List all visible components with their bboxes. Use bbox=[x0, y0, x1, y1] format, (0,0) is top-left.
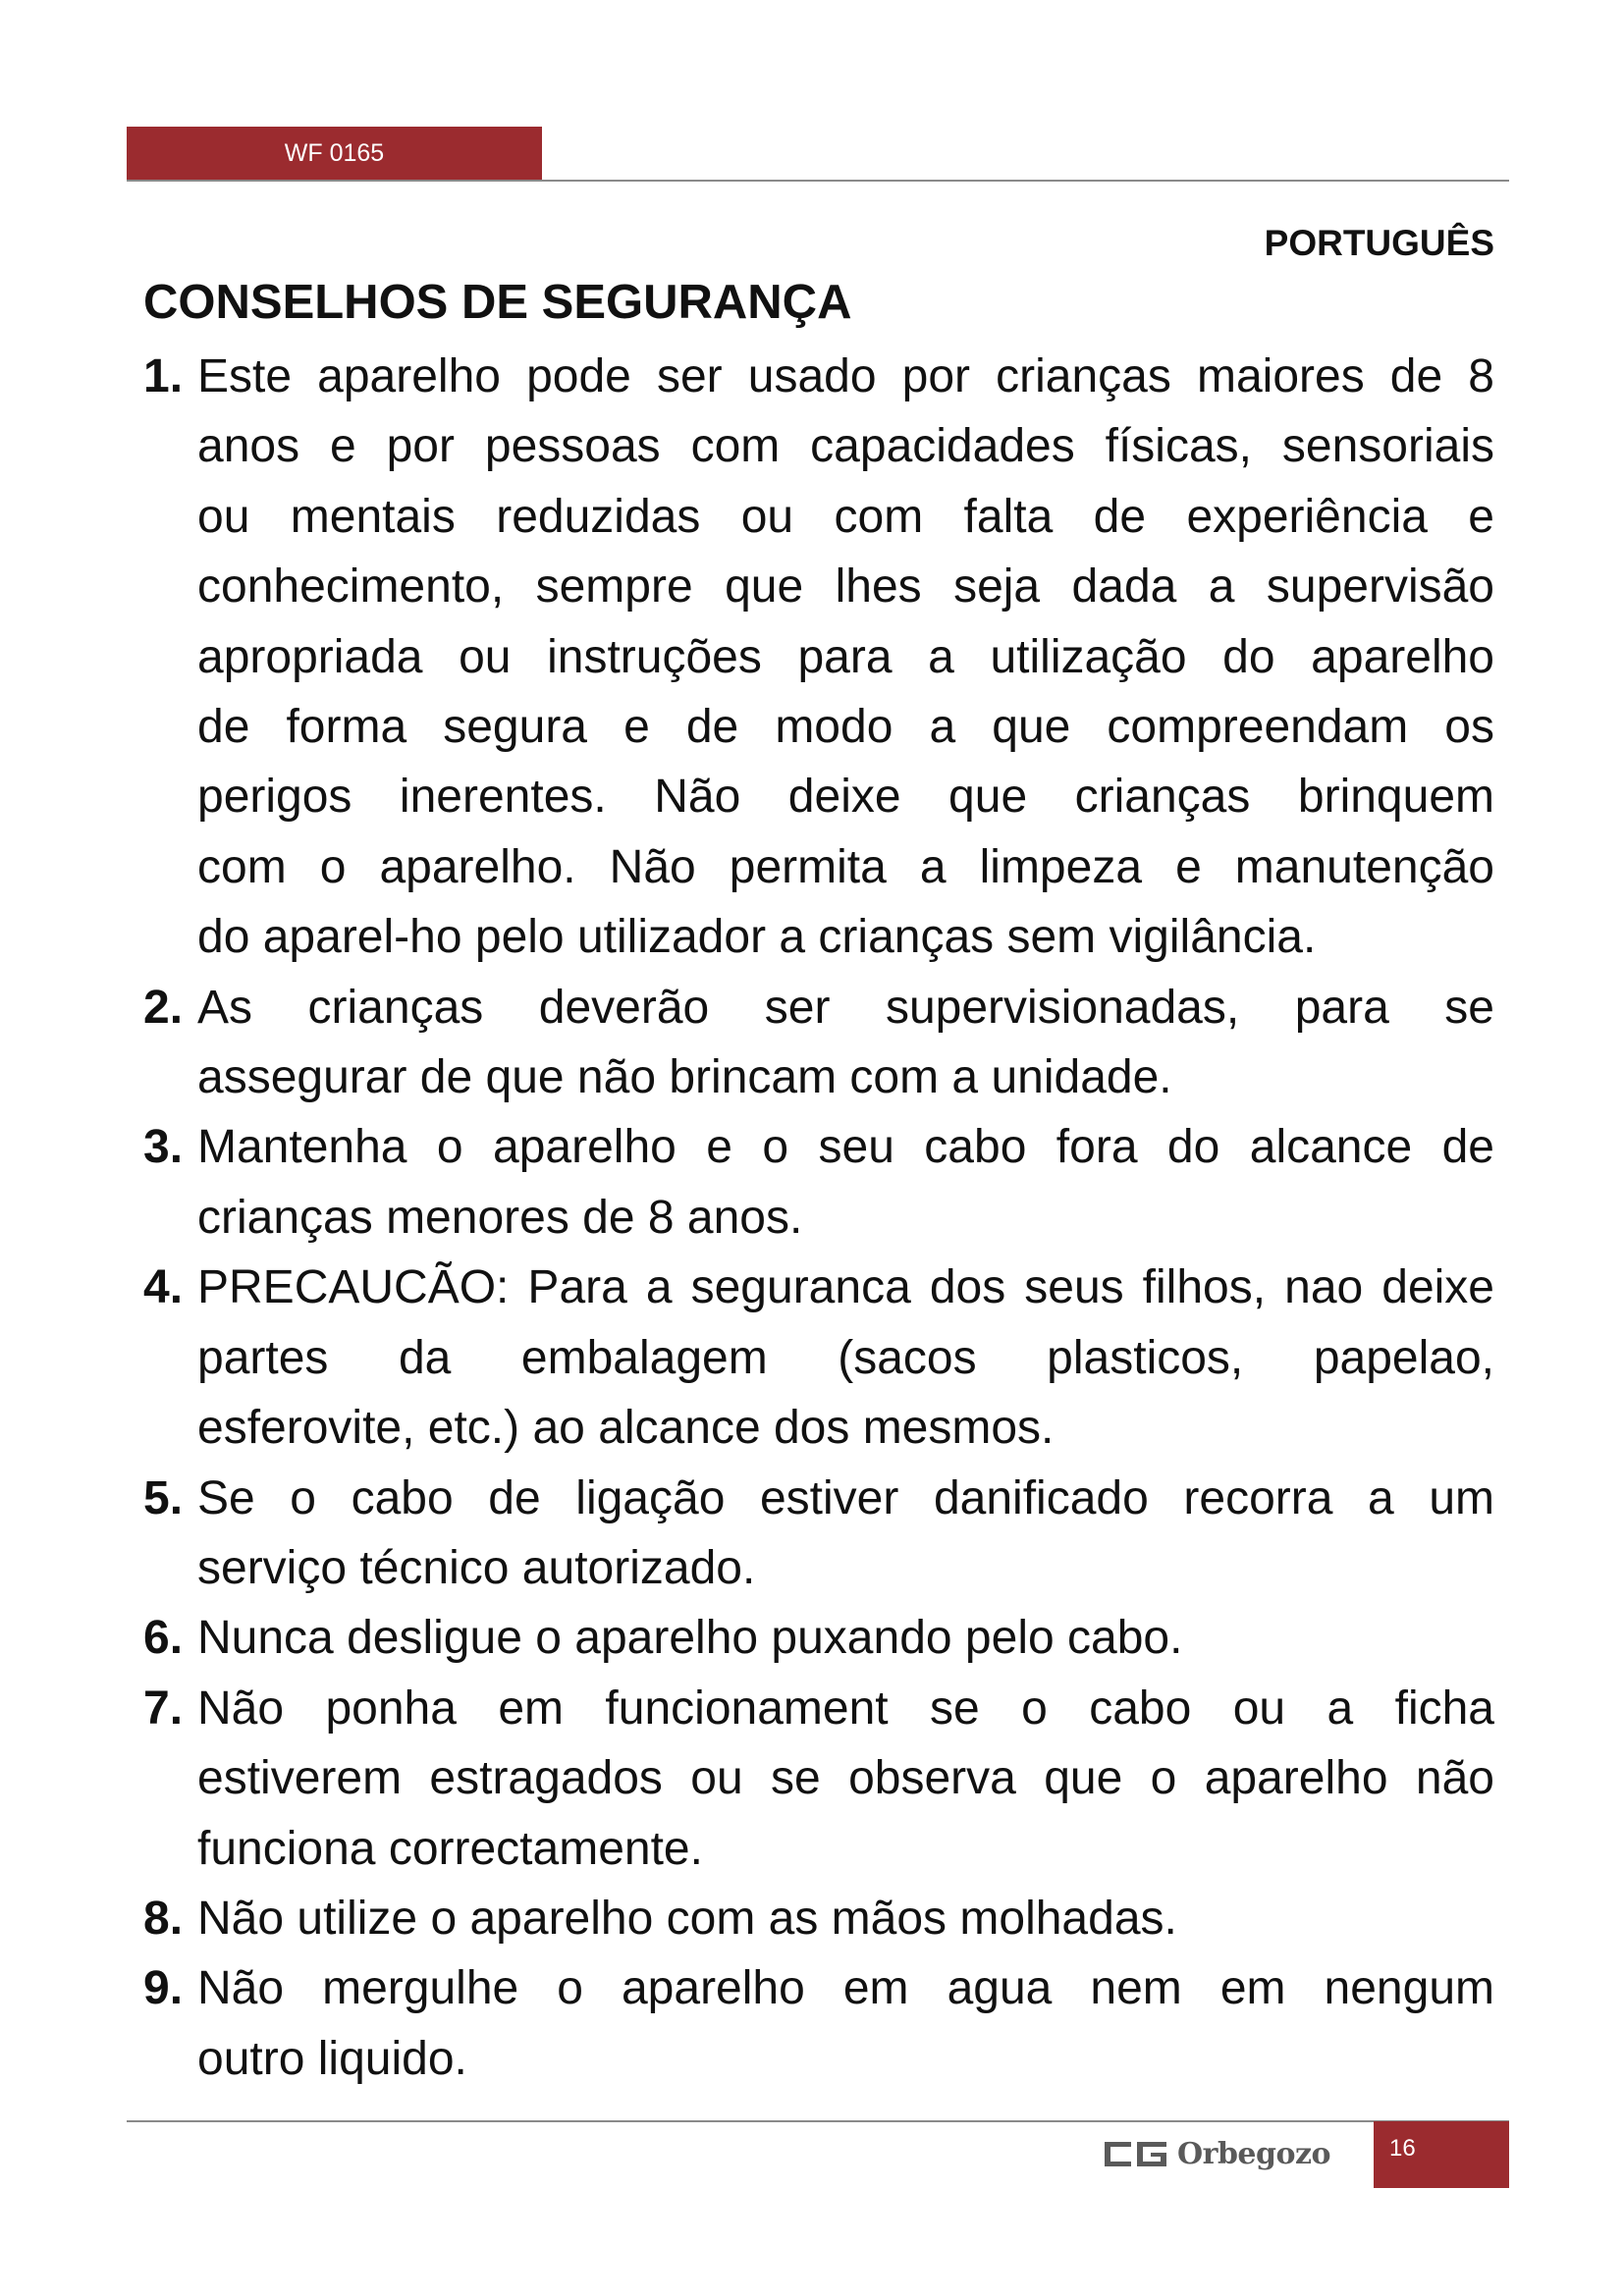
header-tab bbox=[127, 127, 542, 181]
item-text bbox=[197, 973, 1494, 1113]
item-text-line: perigos inerentes. Não deixe que crianças brinquem bbox=[197, 771, 1494, 824]
item-text bbox=[197, 1253, 1494, 1463]
model-label: WF 0165 bbox=[284, 139, 385, 167]
page-number-box bbox=[1374, 2121, 1509, 2188]
item-text-line: com o aparelho. Não permita a limpeza e manutenção bbox=[197, 840, 1494, 893]
language-label: PORTUGUÊS bbox=[1264, 223, 1494, 263]
safety-item bbox=[143, 1884, 1494, 1953]
item-text-line: funciona correctamente. bbox=[197, 1822, 703, 1875]
item-number: 3. bbox=[143, 1121, 184, 1174]
item-text-line: Não utilize o aparelho com as mãos molhadas. bbox=[197, 1892, 1177, 1945]
safety-item bbox=[143, 1253, 1494, 1463]
item-text-line: apropriada ou instruções para a utilização do aparelho bbox=[197, 630, 1494, 683]
item-text-line: partes da embalagem (sacos plasticos, papelao, bbox=[197, 1331, 1494, 1384]
item-text-line: do aparel-ho pelo utilizador a crianças sem vigilância. bbox=[197, 911, 1317, 964]
item-text-line: Nunca desligue o aparelho puxando pelo cabo. bbox=[197, 1612, 1183, 1665]
safety-list bbox=[143, 342, 1494, 2094]
footer-rule bbox=[127, 2120, 1509, 2122]
safety-item bbox=[143, 1464, 1494, 1604]
item-text bbox=[197, 1464, 1494, 1604]
item-number: 4. bbox=[143, 1261, 184, 1314]
item-number: 9. bbox=[143, 1962, 184, 2015]
item-text-line: de forma segura e de modo a que compreendam os bbox=[197, 701, 1494, 754]
item-text-line: esferovite, etc.) ao alcance dos mesmos. bbox=[197, 1402, 1055, 1455]
item-text bbox=[197, 1674, 1494, 1884]
item-text-line: crianças menores de 8 anos. bbox=[197, 1191, 803, 1244]
item-text-line: Não mergulhe o aparelho em agua nem em nengum bbox=[197, 1962, 1494, 2015]
item-text-line: PRECAUCÃO: Para a seguranca dos seus filhos, nao deixe bbox=[197, 1261, 1494, 1314]
item-text-line: estiverem estragados ou se observa que o aparelho não bbox=[197, 1752, 1494, 1805]
brand-wordmark: Orbegozo bbox=[1177, 2136, 1331, 2171]
item-number: 8. bbox=[143, 1892, 184, 1945]
page-number: 16 bbox=[1389, 2135, 1416, 2162]
item-number: 7. bbox=[143, 1682, 184, 1735]
cg-logo-mark bbox=[1105, 2139, 1167, 2168]
item-text-line: Mantenha o aparelho e o seu cabo fora do alcance de bbox=[197, 1121, 1494, 1174]
safety-item bbox=[143, 1603, 1494, 1673]
item-text-line: Este aparelho pode ser usado por crianças maiores de 8 bbox=[197, 350, 1494, 402]
item-number: 5. bbox=[143, 1471, 184, 1524]
item-number: 2. bbox=[143, 981, 184, 1034]
item-text bbox=[197, 1603, 1494, 1673]
safety-item bbox=[143, 1112, 1494, 1253]
item-text-line: outro liquido. bbox=[197, 2032, 467, 2085]
section-title: CONSELHOS DE SEGURANÇA bbox=[143, 276, 852, 329]
item-text-line: serviço técnico autorizado. bbox=[197, 1541, 756, 1594]
item-text bbox=[197, 1953, 1494, 2094]
item-text-line: Se o cabo de ligação estiver danificado recorra a um bbox=[197, 1471, 1494, 1524]
item-text bbox=[197, 1884, 1494, 1953]
item-text-line: As crianças deverão ser supervisionadas, para se bbox=[197, 981, 1494, 1034]
item-text-line: assegurar de que não brincam com a unidade. bbox=[197, 1051, 1172, 1104]
item-text bbox=[197, 342, 1494, 973]
item-text bbox=[197, 1112, 1494, 1253]
item-number: 6. bbox=[143, 1612, 184, 1665]
safety-item bbox=[143, 973, 1494, 1113]
safety-item bbox=[143, 1953, 1494, 2094]
item-text-line: anos e por pessoas com capacidades físicas, sensoriais bbox=[197, 420, 1494, 473]
safety-item bbox=[143, 1674, 1494, 1884]
item-text-line: Não ponha em funcionament se o cabo ou a ficha bbox=[197, 1682, 1494, 1735]
safety-item bbox=[143, 342, 1494, 973]
brand-logo bbox=[1105, 2136, 1330, 2171]
item-text-line: ou mentais reduzidas ou com falta de experiência e bbox=[197, 490, 1494, 543]
header-rule bbox=[127, 180, 1509, 182]
item-number: 1. bbox=[143, 350, 184, 402]
item-text-line: conhecimento, sempre que lhes seja dada a supervisão bbox=[197, 561, 1494, 614]
